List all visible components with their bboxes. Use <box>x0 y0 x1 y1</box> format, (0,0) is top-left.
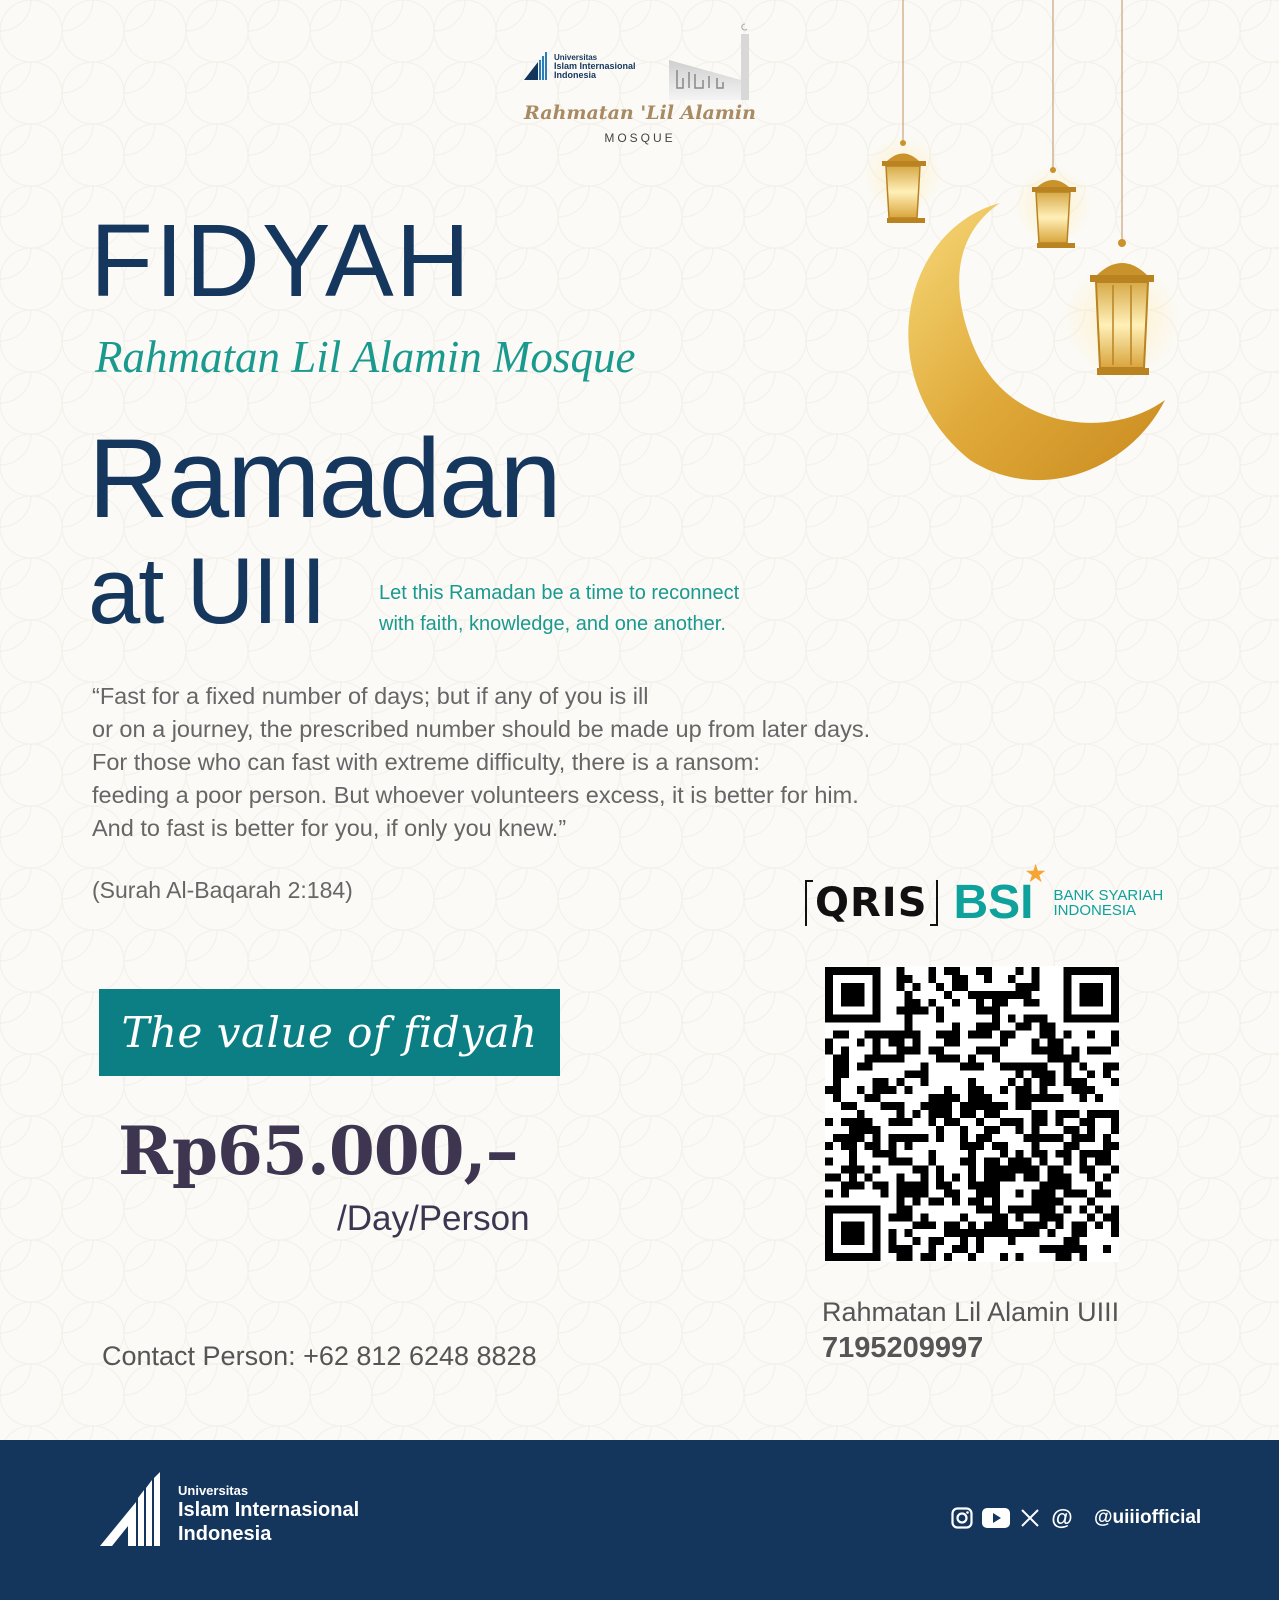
threads-icon[interactable]: @ <box>1051 1505 1073 1530</box>
subtitle-line: Let this Ramadan be a time to reconnect <box>379 582 740 604</box>
quote-line: For those who can fast with extreme difficulty, there is a ransom: <box>92 749 760 775</box>
page-title: FIDYAH <box>90 203 473 318</box>
uiii-logo-mark-icon <box>100 1472 170 1546</box>
social-handle[interactable]: @uiiiofficial <box>1094 1507 1202 1528</box>
uiii-mini-line1: Universitas <box>554 52 598 62</box>
qr-code-icon <box>825 966 1119 1262</box>
uiii-logo-mark-icon <box>524 52 550 80</box>
bsi-label: BSI <box>953 876 1034 929</box>
fidyah-amount: Rp65.000,– <box>118 1112 518 1190</box>
bank-name-line: BANK SYARIAH <box>1053 886 1164 904</box>
quote-source: (Surah Al-Baqarah 2:184) <box>92 877 353 903</box>
quran-quote <box>92 680 952 845</box>
x-icon[interactable] <box>1018 1506 1042 1530</box>
footer <box>0 1440 1279 1600</box>
account-number: 7195209997 <box>822 1332 984 1364</box>
uiii-mini-line2: Islam Internasional <box>554 60 636 71</box>
subtitle <box>379 578 799 640</box>
fidyah-value-label: The value of fidyah <box>121 1008 538 1057</box>
social-links <box>950 1506 1201 1530</box>
payment-logos <box>805 861 1164 930</box>
account-name: Rahmatan Lil Alamin UIII <box>822 1297 1120 1327</box>
bsi-logo <box>953 861 1164 930</box>
qris-label: QRIS <box>815 879 928 926</box>
mosque-tagline: Rahmatan Lil Alamin Mosque <box>95 332 636 382</box>
youtube-icon[interactable] <box>982 1506 1010 1530</box>
mosque-subtitle: MOSQUE <box>604 131 676 145</box>
crescent-moon-lanterns-illustration <box>860 0 1180 500</box>
quote-line: And to fast is better for you, if only you knew.” <box>92 815 567 841</box>
at-uiii-heading: at UIII <box>88 538 325 643</box>
uiii-mini-line3: Indonesia <box>554 69 597 80</box>
qris-logo <box>805 880 938 926</box>
quote-line: feeding a poor person. But whoever volunteers excess, it is better for him. <box>92 782 859 808</box>
footer-uiii-logo <box>100 1472 359 1546</box>
star-icon: ★ <box>1025 861 1046 886</box>
contact-person: Contact Person: +62 812 6248 8828 <box>102 1341 537 1371</box>
qr-code[interactable] <box>825 966 1119 1262</box>
instagram-icon[interactable] <box>950 1506 974 1530</box>
mosque-building-icon <box>669 20 753 102</box>
mosque-name: Rahmatan 'Lil Alamin <box>524 102 756 124</box>
fidyah-value-banner <box>99 989 560 1076</box>
footer-logo-line: Islam Internasional <box>178 1499 360 1521</box>
mosque-logo <box>524 14 756 150</box>
subtitle-line: with faith, knowledge, and one another. <box>379 613 726 635</box>
fidyah-unit: /Day/Person <box>337 1199 530 1238</box>
quote-line: “Fast for a fixed number of days; but if any of you is ill <box>92 683 649 709</box>
bank-name-line: INDONESIA <box>1053 901 1137 919</box>
footer-logo-line: Indonesia <box>178 1523 272 1545</box>
quote-line: or on a journey, the prescribed number should be made up from later days. <box>92 716 871 742</box>
lantern-icon <box>1090 239 1154 375</box>
ramadan-heading: Ramadan <box>88 416 560 541</box>
uiii-mini-logo <box>524 52 636 80</box>
footer-logo-line: Universitas <box>178 1483 249 1498</box>
